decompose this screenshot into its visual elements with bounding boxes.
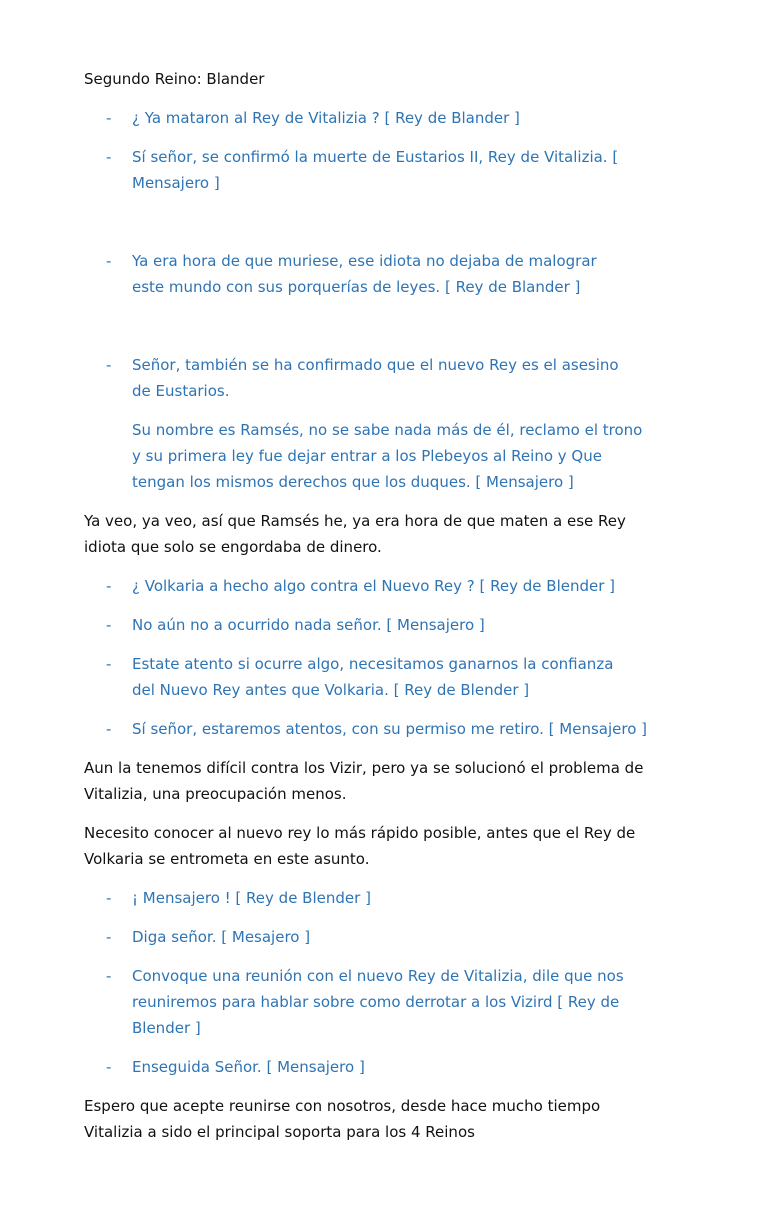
narration-paragraph: Espero que acepte reunirse con nosotros, desde hace mucho tiempo Vitalizia a sido el principal soporta para los 4 Reinos xyxy=(84,1097,601,1141)
dialogue-text: Enseguida Señor. [ Mensajero ] xyxy=(132,1058,365,1076)
dialogue-text: Ya era hora de que muriese, ese idiota no dejaba de malograr este mundo con sus porquerías de leyes. [ Rey de Blander ] xyxy=(132,252,597,296)
bullet-dash: - xyxy=(106,109,112,127)
bullet-dash: - xyxy=(106,148,112,166)
bullet-dash: - xyxy=(106,252,112,270)
dialogue-text: Señor, también se ha confirmado que el nuevo Rey es el asesino de Eustarios. xyxy=(132,356,619,400)
section-heading: Segundo Reino: Blander xyxy=(84,70,265,88)
dialogue-text: Sí señor, estaremos atentos, con su permiso me retiro. [ Mensajero ] xyxy=(132,720,647,738)
bullet-dash: - xyxy=(106,889,112,907)
narration-paragraph: Ya veo, ya veo, así que Ramsés he, ya era hora de que maten a ese Rey idiota que solo se engordaba de dinero. xyxy=(84,512,626,556)
bullet-dash: - xyxy=(106,720,112,738)
dialogue-text: Estate atento si ocurre algo, necesitamos ganarnos la confianza del Nuevo Rey antes que Volkaria. [ Rey de Blender ] xyxy=(132,655,614,699)
dialogue-text: ¿ Ya mataron al Rey de Vitalizia ? [ Rey de Blander ] xyxy=(132,109,520,127)
dialogue-text: ¡ Mensajero ! [ Rey de Blender ] xyxy=(132,889,371,907)
narration-paragraph: Necesito conocer al nuevo rey lo más rápido posible, antes que el Rey de Volkaria se entrometa en este asunto. xyxy=(84,824,636,868)
dialogue-continuation: Su nombre es Ramsés, no se sabe nada más de él, reclamo el trono y su primera ley fue dejar entrar a los Plebeyos al Reino y Que tengan los mismos derechos que los duques. [ Mensajero ] xyxy=(132,421,643,491)
dialogue-text: Convoque una reunión con el nuevo Rey de Vitalizia, dile que nos reuniremos para hablar sobre como derrotar a los Vizird [ Rey de Blender ] xyxy=(132,967,624,1037)
dialogue-text: ¿ Volkaria a hecho algo contra el Nuevo Rey ? [ Rey de Blender ] xyxy=(132,577,616,595)
bullet-dash: - xyxy=(106,356,112,374)
narration-paragraph: Aun la tenemos difícil contra los Vizir, pero ya se solucionó el problema de Vitalizia, una preocupación menos. xyxy=(84,759,644,803)
bullet-dash: - xyxy=(106,577,112,595)
dialogue-text: Diga señor. [ Mesajero ] xyxy=(132,928,311,946)
bullet-dash: - xyxy=(106,616,112,634)
bullet-dash: - xyxy=(106,1058,112,1076)
dialogue-text: Sí señor, se confirmó la muerte de Eustarios II, Rey de Vitalizia. [ Mensajero ] xyxy=(132,148,619,192)
dialogue-text: No aún no a ocurrido nada señor. [ Mensajero ] xyxy=(132,616,485,634)
bullet-dash: - xyxy=(106,967,112,985)
bullet-dash: - xyxy=(106,928,112,946)
bullet-dash: - xyxy=(106,655,112,673)
